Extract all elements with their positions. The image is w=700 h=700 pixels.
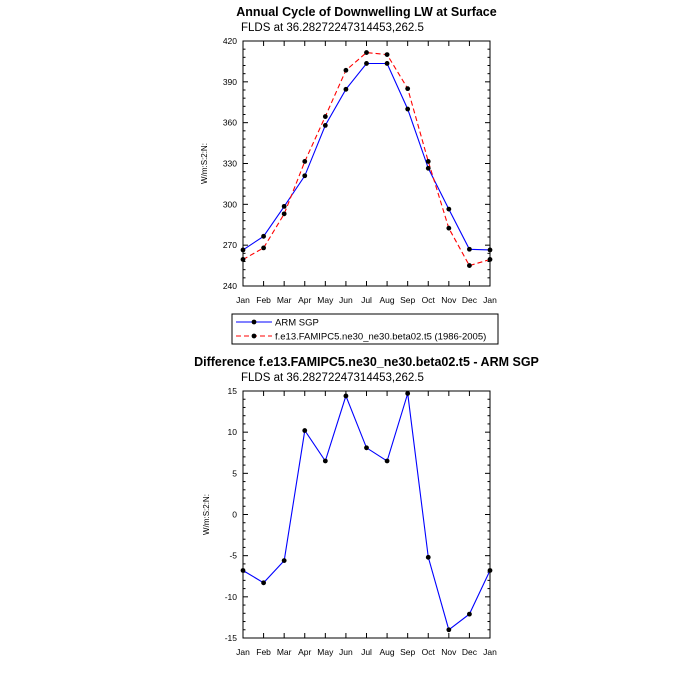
x-tick-label: Jul	[361, 295, 372, 305]
y-tick-label: 300	[222, 199, 237, 210]
series-line-1	[243, 394, 490, 630]
y-tick-label: 0	[232, 509, 237, 520]
series-1-point	[344, 394, 349, 399]
series-1-point	[488, 248, 493, 253]
plot-frame	[243, 391, 490, 638]
x-tick-label: Jan	[483, 295, 497, 305]
y-tick-label: 270	[222, 240, 237, 251]
series-1-point	[385, 61, 390, 66]
chart-panel-1	[200, 5, 498, 344]
x-tick-label: Aug	[379, 647, 395, 657]
y-axis-label: W/m:S:2:N:	[202, 494, 211, 535]
series-1-point	[282, 204, 287, 209]
x-tick-label: Oct	[421, 647, 435, 657]
series-1-point	[302, 428, 307, 433]
series-1-point	[282, 558, 287, 563]
y-tick-label: 360	[222, 117, 237, 128]
chart-panel-2	[194, 355, 539, 657]
series-line-1	[243, 64, 490, 250]
x-tick-label: Mar	[276, 647, 292, 657]
series-2-point	[344, 68, 349, 73]
x-tick-label: Dec	[461, 647, 477, 657]
x-tick-label: Jul	[361, 647, 372, 657]
series-1-point	[344, 87, 349, 92]
x-tick-label: May	[317, 647, 334, 657]
x-tick-label: Jun	[339, 295, 353, 305]
y-tick-label: 420	[222, 36, 237, 46]
y-tick-label: -10	[224, 591, 237, 602]
x-tick-label: Jun	[339, 647, 353, 657]
series-line-2	[243, 53, 490, 266]
x-tick-label: Aug	[379, 295, 395, 305]
series-2-point	[241, 257, 246, 262]
series-2-point	[302, 159, 307, 164]
series-2-point	[467, 263, 472, 268]
legend-marker-1	[252, 320, 257, 325]
series-1-point	[261, 580, 266, 585]
y-tick-label: -15	[224, 633, 237, 643]
x-tick-label: Mar	[276, 295, 292, 305]
legend	[232, 314, 498, 344]
x-tick-label: Feb	[256, 295, 271, 305]
series-2-point	[385, 52, 390, 57]
series-1-point	[467, 247, 472, 252]
chart-title: Annual Cycle of Downwelling LW at Surface	[236, 5, 497, 19]
chart-subtitle: FLDS at 36.28272247314453,262.5	[241, 22, 424, 34]
x-tick-label: Apr	[298, 647, 312, 657]
y-tick-label: -5	[229, 550, 237, 561]
series-1-point	[405, 391, 410, 396]
series-1-point	[323, 123, 328, 128]
x-tick-label: Nov	[441, 647, 457, 657]
series-1-point	[261, 234, 266, 239]
x-tick-label: Sep	[400, 647, 416, 657]
series-2-point	[446, 226, 451, 231]
series-1-point	[323, 459, 328, 464]
series-1-point	[302, 173, 307, 178]
y-tick-label: 5	[232, 468, 237, 479]
series-2-point	[261, 245, 266, 250]
series-2-point	[282, 211, 287, 216]
series-1-point	[446, 207, 451, 212]
y-tick-label: 10	[227, 427, 237, 438]
x-tick-label: Feb	[256, 647, 271, 657]
chart-title: Difference f.e13.FAMIPC5.ne30_ne30.beta02.t5 - ARM SGP	[194, 355, 539, 369]
legend-label-2: f.e13.FAMIPC5.ne30_ne30.beta02.t5 (1986-2005)	[275, 331, 487, 343]
series-1-point	[446, 627, 451, 632]
x-tick-label: Jan	[483, 647, 497, 657]
series-2-point	[364, 50, 369, 55]
series-2-point	[323, 114, 328, 119]
chart-subtitle: FLDS at 36.28272247314453,262.5	[241, 372, 424, 384]
x-tick-label: Sep	[400, 295, 416, 305]
series-1-point	[364, 445, 369, 450]
x-tick-label: Oct	[421, 295, 435, 305]
legend-label-1: ARM SGP	[275, 317, 319, 329]
series-2-point	[426, 159, 431, 164]
series-1-point	[364, 61, 369, 66]
series-1-point	[426, 555, 431, 560]
y-tick-label: 390	[222, 76, 237, 87]
y-tick-label: 330	[222, 158, 237, 169]
series-2-point	[405, 86, 410, 91]
x-tick-label: Jan	[236, 647, 250, 657]
y-tick-label: 240	[222, 281, 237, 291]
series-1-point	[426, 166, 431, 171]
plot-frame	[243, 41, 490, 286]
series-1-point	[241, 248, 246, 253]
x-tick-label: Apr	[298, 295, 312, 305]
y-tick-label: 15	[227, 386, 237, 396]
x-tick-label: Nov	[441, 295, 457, 305]
series-1-point	[467, 612, 472, 617]
x-tick-label: May	[317, 295, 334, 305]
x-tick-label: Jan	[236, 295, 250, 305]
series-1-point	[241, 568, 246, 573]
legend-marker-2	[252, 334, 257, 339]
y-axis-label: W/m:S:2:N:	[200, 143, 209, 184]
series-2-point	[488, 257, 493, 262]
series-1-point	[488, 568, 493, 573]
series-1-point	[385, 459, 390, 464]
series-1-point	[405, 107, 410, 112]
x-tick-label: Dec	[461, 295, 477, 305]
